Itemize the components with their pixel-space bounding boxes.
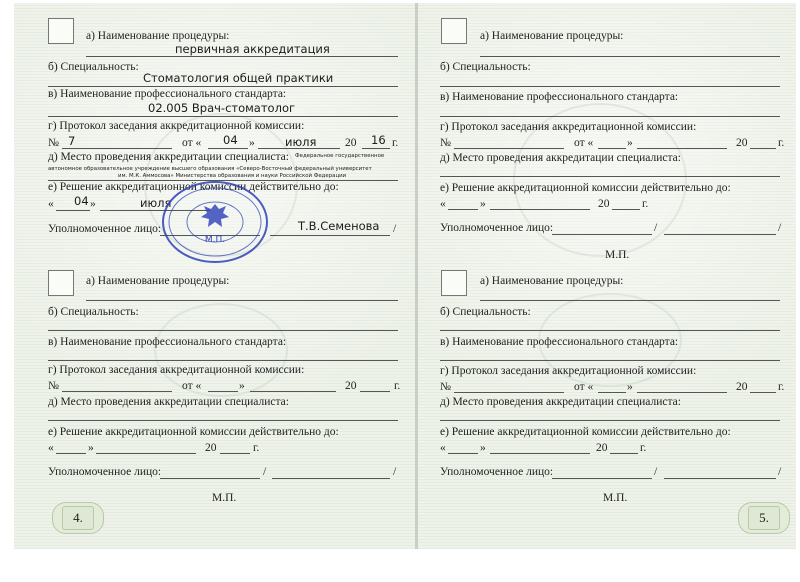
protocol-from-label: от «: [182, 380, 202, 392]
authorized-label: Уполномоченное лицо:: [48, 223, 162, 235]
authorized-name: Т.В.Семенова: [298, 219, 380, 233]
authorized-label: Уполномоченное лицо:: [440, 466, 554, 478]
authorized-name-line: [664, 478, 776, 479]
decision-open-quote: «: [48, 442, 54, 454]
protocol-year-line: [360, 391, 390, 392]
protocol-year-end: г.: [778, 137, 785, 149]
procedure-label: а) Наименование процедуры:: [480, 30, 624, 42]
place-value-1: Федеральное государственное: [295, 153, 385, 159]
seal-place-label: М.П.: [605, 249, 630, 261]
decision-year-line: [612, 209, 640, 210]
protocol-day-close: »: [627, 137, 633, 149]
protocol-day-line: [598, 392, 626, 393]
protocol-label: г) Протокол заседания аккредитационной комиссии:: [48, 120, 305, 132]
decision-month-line: [490, 209, 590, 210]
authorized-slash: /: [778, 222, 782, 234]
decision-year-line: [610, 453, 638, 454]
protocol-label: г) Протокол заседания аккредитационной комиссии:: [440, 365, 697, 377]
decision-open-quote: «: [440, 442, 446, 454]
specialty-label: б) Специальность:: [48, 306, 139, 318]
protocol-month-line: [250, 391, 336, 392]
protocol-month-line: [637, 392, 727, 393]
procedure-label: а) Наименование процедуры:: [86, 275, 230, 287]
authorized-name-line: [270, 235, 390, 236]
protocol-day-close: »: [239, 380, 245, 392]
authorized-slash: /: [393, 223, 397, 235]
protocol-from-label: от «: [182, 137, 202, 149]
protocol-year-prefix: 20: [345, 137, 357, 149]
authorized-label: Уполномоченное лицо:: [440, 222, 554, 234]
decision-day-line: [448, 209, 478, 210]
protocol-day: 04: [223, 133, 238, 147]
procedure-line: [480, 56, 780, 57]
decision-label: е) Решение аккредитационной комиссии действительно до:: [440, 182, 731, 194]
protocol-day-line: [208, 148, 248, 149]
protocol-month-line: [258, 148, 340, 149]
standard-value: 02.005 Врач-стоматолог: [148, 101, 296, 115]
decision-year-end: г.: [640, 442, 647, 454]
protocol-number-line: [62, 148, 172, 149]
decision-year-end: г.: [253, 442, 260, 454]
protocol-year-end: г.: [392, 137, 399, 149]
authorized-signature-line: [552, 478, 652, 479]
specialty-label: б) Специальность:: [48, 61, 139, 73]
standard-line: [440, 116, 780, 117]
official-stamp: [160, 180, 270, 264]
seal-place-label: М.П.: [603, 492, 628, 504]
standard-line: [48, 360, 398, 361]
watermark-emblem: [154, 303, 288, 397]
protocol-number: 7: [68, 134, 76, 148]
authorized-slash: /: [654, 466, 658, 478]
authorized-label: Уполномоченное лицо:: [48, 466, 162, 478]
decision-year-prefix: 20: [205, 442, 217, 454]
standard-label: в) Наименование профессионального стандарта:: [440, 91, 679, 103]
protocol-month-line: [637, 148, 727, 149]
protocol-year-line: [750, 148, 776, 149]
standard-label: в) Наименование профессионального стандарта:: [48, 88, 287, 100]
decision-label: е) Решение аккредитационной комиссии действительно до:: [48, 181, 339, 193]
page-number-right: 5.: [748, 506, 780, 530]
decision-close-quote: »: [90, 198, 96, 210]
decision-month-line: [490, 453, 590, 454]
decision-month-line: [96, 453, 196, 454]
specialty-line: [48, 86, 398, 87]
protocol-year-end: г.: [394, 380, 401, 392]
place-line: [48, 420, 398, 421]
protocol-day-line: [208, 391, 238, 392]
standard-label: в) Наименование профессионального стандарта:: [48, 336, 287, 348]
decision-day-line: [56, 453, 86, 454]
authorized-name-line: [664, 234, 776, 235]
place-label: д) Место проведения аккредитации специалиста:: [48, 151, 289, 163]
decision-close-quote: »: [88, 442, 94, 454]
protocol-year-end: г.: [778, 381, 785, 393]
standard-line: [48, 116, 398, 117]
protocol-number-prefix: №: [440, 137, 451, 149]
checkbox-procedure-2: [48, 270, 74, 296]
place-label: д) Место проведения аккредитации специалиста:: [440, 396, 681, 408]
decision-label: е) Решение аккредитационной комиссии действительно до:: [440, 426, 731, 438]
seal-place-label: М.П.: [212, 492, 237, 504]
place-line: [440, 176, 780, 177]
protocol-year-prefix: 20: [345, 380, 357, 392]
authorized-signature-line: [552, 234, 652, 235]
specialty-line: [440, 330, 780, 331]
authorized-name-line: [272, 478, 390, 479]
procedure-line: [86, 56, 398, 57]
protocol-number-prefix: №: [48, 380, 59, 392]
decision-month: июля: [140, 196, 172, 210]
standard-line: [440, 360, 780, 361]
protocol-number-prefix: №: [440, 381, 451, 393]
protocol-year-suffix: 16: [371, 133, 386, 147]
protocol-year-prefix: 20: [736, 137, 748, 149]
decision-open-quote: «: [440, 198, 446, 210]
procedure-line: [480, 300, 780, 301]
procedure-label: а) Наименование процедуры:: [86, 30, 230, 42]
protocol-year-line: [362, 148, 390, 149]
decision-year-prefix: 20: [598, 198, 610, 210]
decision-close-quote: »: [480, 442, 486, 454]
decision-year-prefix: 20: [596, 442, 608, 454]
authorized-slash: /: [654, 222, 658, 234]
protocol-from-label: от «: [574, 137, 594, 149]
protocol-year-line: [750, 392, 776, 393]
place-value-3: им. М.К. Аммосова» Министерства образования и науки Российской Федерации: [118, 173, 347, 179]
place-label: д) Место проведения аккредитации специалиста:: [440, 152, 681, 164]
standard-label: в) Наименование профессионального стандарта:: [440, 336, 679, 348]
decision-year-end: г.: [642, 198, 649, 210]
procedure-value: первичная аккредитация: [175, 42, 330, 56]
place-line: [440, 420, 780, 421]
protocol-day-line: [598, 148, 626, 149]
decision-year-line: [220, 453, 250, 454]
protocol-number-line: [454, 392, 564, 393]
authorized-slash: /: [263, 466, 267, 478]
decision-close-quote: »: [480, 198, 486, 210]
procedure-line: [86, 300, 398, 301]
protocol-from-label: от «: [574, 381, 594, 393]
specialty-line: [440, 86, 780, 87]
stamp-center-text: М.П.: [204, 235, 226, 245]
checkbox-procedure-1: [48, 18, 74, 44]
place-value-2: автономное образовательное учреждение высшего образования «Северо-Восточный федеральный университет: [48, 166, 372, 172]
decision-day: 04: [74, 194, 89, 208]
checkbox-procedure-1: [441, 18, 467, 44]
decision-label: е) Решение аккредитационной комиссии действительно до:: [48, 426, 339, 438]
decision-day-line: [448, 453, 478, 454]
checkbox-procedure-2: [441, 270, 467, 296]
protocol-number-line: [454, 148, 564, 149]
specialty-value: Стоматология общей практики: [143, 71, 334, 85]
protocol-day-close: »: [249, 137, 255, 149]
page-number-left: 4.: [62, 506, 94, 530]
protocol-number-prefix: №: [48, 137, 59, 149]
protocol-day-close: »: [627, 381, 633, 393]
procedure-label: а) Наименование процедуры:: [480, 275, 624, 287]
authorized-slash: /: [393, 466, 397, 478]
protocol-month: июля: [285, 135, 317, 149]
specialty-line: [48, 330, 398, 331]
authorized-slash: /: [778, 466, 782, 478]
protocol-year-prefix: 20: [736, 381, 748, 393]
place-label: д) Место проведения аккредитации специалиста:: [48, 396, 289, 408]
scan-background: [0, 549, 800, 582]
authorized-signature-line: [160, 478, 260, 479]
protocol-number-line: [62, 391, 172, 392]
protocol-label: г) Протокол заседания аккредитационной комиссии:: [440, 121, 697, 133]
specialty-label: б) Специальность:: [440, 61, 531, 73]
decision-day-line: [56, 210, 90, 211]
specialty-label: б) Специальность:: [440, 306, 531, 318]
protocol-label: г) Протокол заседания аккредитационной комиссии:: [48, 364, 305, 376]
decision-open-quote: «: [48, 198, 54, 210]
